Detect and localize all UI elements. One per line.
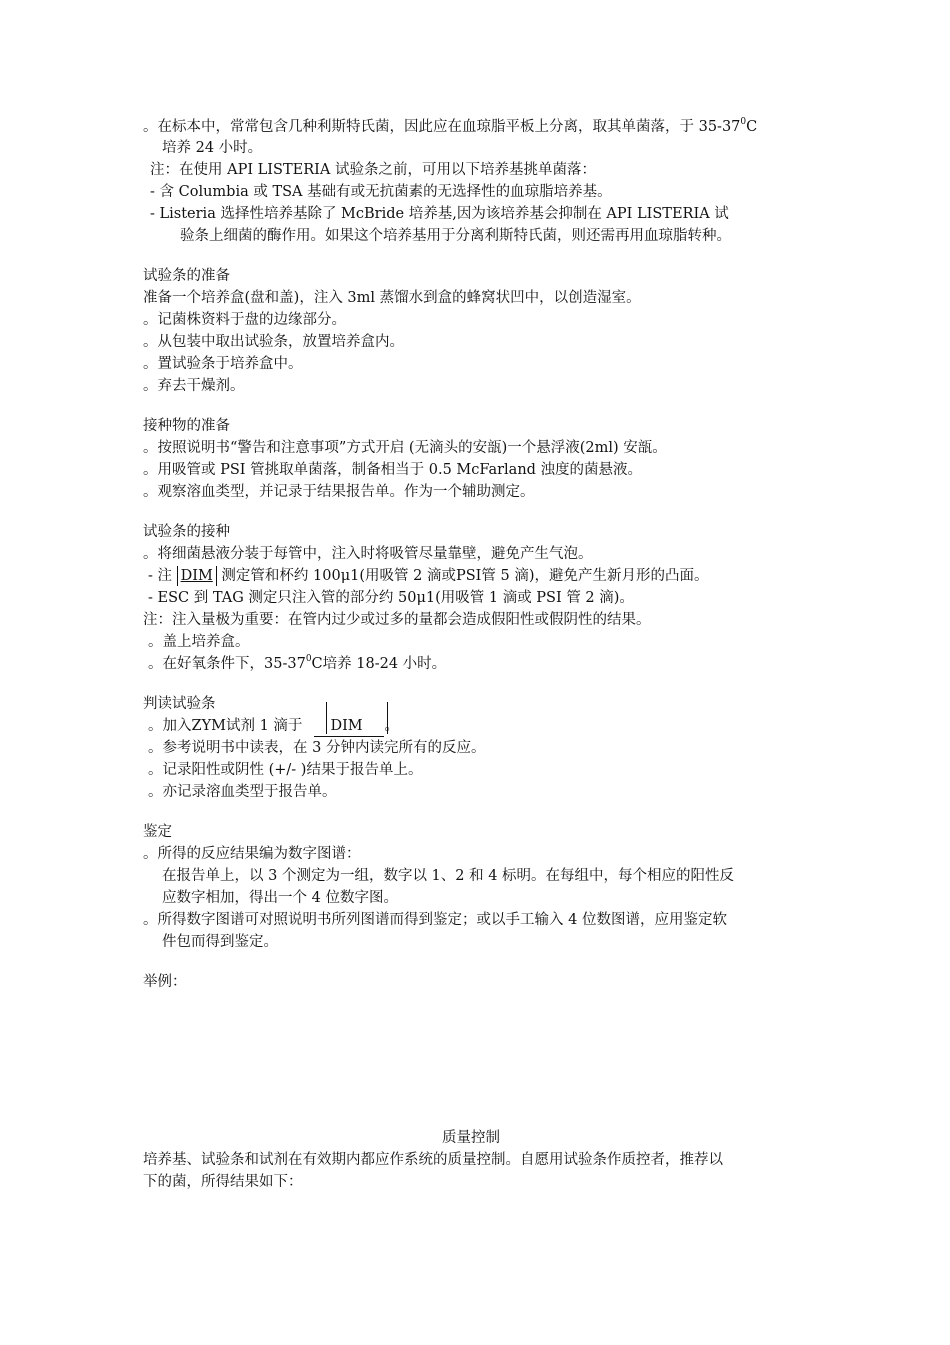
- strip-prep-line-1: 准备一个培养盒(盘和盖)，注入 3ml 蒸馏水到盒的蜂窝状凹中，以创造湿室。: [143, 290, 641, 306]
- inoculum-prep-line-2: 。用吸管或 PSI 管挑取单菌落，制备相当于 0.5 McFarland 浊度的菌悬液。: [143, 462, 643, 478]
- section-heading-reading: 判读试验条: [143, 696, 216, 712]
- intro-line-2: 培养 24 小时。: [162, 140, 263, 156]
- inoculum-prep-line-1: 。按照说明书“警告和注意事项”方式开启 (无滴头的安瓿)一个悬浮液(2ml) 安瓿。: [143, 440, 667, 456]
- quality-line-2: 下的菌，所得结果如下：: [143, 1174, 303, 1190]
- identification-line-5: 件包而得到鉴定。: [162, 934, 278, 950]
- strip-prep-line-5: 。弃去干燥剂。: [143, 378, 245, 394]
- quality-line-1: 培养基、试验条和试剂在有效期内都应作系统的质量控制。自愿用试验条作质控者，推荐以: [143, 1152, 723, 1168]
- example-label: 举例：: [143, 974, 187, 990]
- strip-prep-line-4: 。置试验条于培养盒中。: [143, 356, 303, 372]
- inoculation-line-4: 。盖上培养盒。: [148, 634, 250, 650]
- reading-line-3: 。记录阳性或阴性 (+/- )结果于报告单上。: [148, 762, 423, 778]
- strip-prep-line-3: 。从包装中取出试验条，放置培养盒内。: [143, 334, 404, 350]
- reading-line-2: 。参考说明书中读表，在 3 分钟内读完所有的反应。: [148, 740, 486, 756]
- section-heading-identification: 鉴定: [143, 824, 172, 840]
- intro-note: 注：在使用 API LISTERIA 试验条之前，可用以下培养基挑单菌落：: [150, 162, 596, 178]
- identification-line-2: 在报告单上，以 3 个测定为一组，数字以 1、2 和 4 标明。在每组中，每个相应的阳性反: [162, 868, 735, 884]
- inoculation-line-1: 。将细菌悬液分装于每管中，注入时将吸管尽量靠壁，避免产生气泡。: [143, 546, 593, 562]
- intro-dash-2-cont: 验条上细菌的酶作用。如果这个培养基用于分离利斯特氏菌，则还需再用血琼脂转种。: [180, 228, 731, 244]
- intro-line-1: 。在标本中，常常包含几种利斯特氏菌，因此应在血琼脂平板上分离，取其单菌落，于 $35-37^0C$: [143, 117, 758, 135]
- section-heading-inoculation: 试验条的接种: [143, 524, 230, 540]
- inoculation-line-3: - ESC 到 TAG 测定只注入管的部分约 50μ1(用吸管 1 滴或 PSI 管 2 滴)。: [148, 590, 634, 606]
- identification-line-3: 应数字相加，得出一个 4 位数字图。: [162, 890, 398, 906]
- section-heading-inoculum-prep: 接种物的准备: [143, 418, 230, 434]
- inoculum-prep-line-3: 。观察溶血类型，并记录于结果报告单。作为一个辅助测定。: [143, 484, 535, 500]
- identification-line-1: 。所得的反应结果编为数字图谱：: [143, 846, 361, 862]
- reading-line-1: 。加入ZYM试剂 1 滴于 DIM 。: [148, 716, 399, 737]
- reading-line-4: 。亦记录溶血类型于报告单。: [148, 784, 337, 800]
- section-heading-strip-prep: 试验条的准备: [143, 268, 230, 284]
- inoculation-line-2: - 注 DIM 测定管和杯约 100μ1(用吸管 2 滴或PSI管 5 滴)，避免产生新月形的凸面。: [148, 568, 709, 584]
- dim-reagent-box: DIM: [314, 716, 384, 737]
- section-heading-quality-control: 质量控制: [442, 1130, 500, 1146]
- intro-dash-2: - Listeria 选择性培养基除了 McBride 培养基,因为该培养基会抑制在 API LISTERIA 试: [150, 206, 729, 222]
- inoculation-note: 注：注入量极为重要：在管内过少或过多的量都会造成假阳性或假阴性的结果。: [143, 612, 651, 628]
- strip-prep-line-2: 。记菌株资料于盘的边缘部分。: [143, 312, 346, 328]
- intro-dash-1: - 含 Columbia 或 TSA 基础有或无抗菌素的无选择性的血琼脂培养基。: [150, 184, 612, 200]
- inoculation-line-5: 。在好氧条件下，$35-37^0C$培养 18-24 小时。: [148, 654, 447, 672]
- identification-line-4: 。所得数字图谱可对照说明书所列图谱而得到鉴定；或以手工输入 4 位数图谱，应用鉴定软: [143, 912, 727, 928]
- dim-test-box: DIM: [177, 566, 217, 586]
